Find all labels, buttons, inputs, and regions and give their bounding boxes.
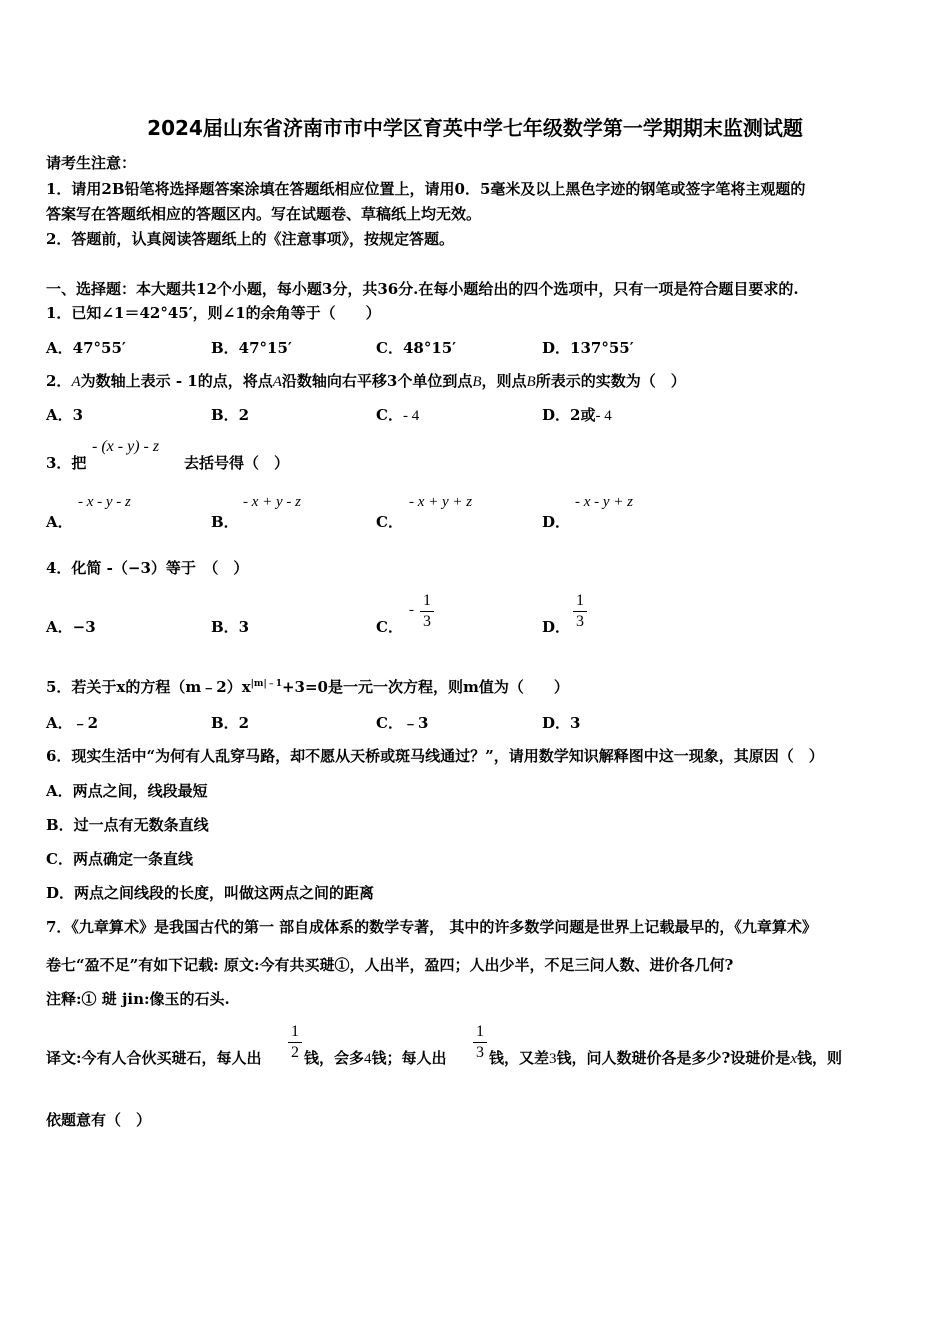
- question-2-option-a: A．3: [46, 406, 84, 424]
- question-4-option-c-fraction: 1 3: [420, 593, 434, 630]
- question-7-line-1: 7．《九章算术》是我国古代的第一 部自成体系的数学专著， 其中的许多数学问题是世界上记载最早的，《九章算术》: [46, 918, 817, 936]
- question-5-stem: 5．若关于x的方程$(m﹣2)x^{|m|﹣1}+3=0$是一元一次方程，则m值为（ ）: [46, 678, 569, 696]
- question-1-option-c: C．48°15′: [376, 339, 457, 357]
- question-6-stem: 6．现实生活中“为何有人乱穿马路，却不愿从天桥或斑马线通过？”，请用数学知识解释图中这一现象，其原因（ ）: [46, 747, 824, 765]
- section-heading: 一、选择题：本大题共12个小题，每小题3分，共36分.在每小题给出的四个选项中，只有一项是符合题目要求的.: [46, 280, 799, 298]
- question-4-option-c-sign: -: [409, 602, 414, 618]
- question-2-option-b: B．2: [211, 406, 250, 424]
- question-6-option-d: D．两点之间线段的长度，叫做这两点之间的距离: [46, 884, 375, 902]
- notice-line-2: 答案写在答题纸相应的答题区内。写在试题卷、草稿纸上均无效。: [46, 205, 482, 223]
- question-4-option-b: B．3: [211, 618, 250, 636]
- question-3-stem-pre: 3．把: [46, 454, 87, 472]
- question-3-option-d-expr: - x - y + z: [575, 494, 634, 510]
- question-4-option-d-label: D．: [542, 618, 571, 636]
- question-7-translation-a: 译文:今有人合伙买琎石，每人出: [46, 1049, 262, 1067]
- question-1-option-d: D．137°55′: [542, 339, 634, 357]
- page-title: 2024届山东省济南市市中学区育英中学七年级数学第一学期期末监测试题: [147, 116, 803, 140]
- question-7-line-2: 卷七“盈不足”有如下记载: 原文:今有共买琎①，人出半，盈四；人出少半，不足三问人数、进价各几何?: [46, 956, 734, 974]
- question-3-expression: - (x - y) - z: [92, 438, 160, 455]
- question-3-option-a-expr: - x - y - z: [78, 494, 131, 510]
- question-7-fraction-third: 1 3: [473, 1024, 487, 1061]
- question-3-option-b-label: B．: [211, 513, 239, 531]
- question-4-stem: 4．化简 -（−3）等于 （ ）: [46, 559, 249, 577]
- question-2-stem: 2．A为数轴上表示 - 1的点，将点A沿数轴向右平移3个单位到点B，则点B所表示的实数为（ ）: [46, 372, 686, 390]
- notice-line-1: 1．请用2B铅笔将选择题答案涂填在答题纸相应位置上，请用0．5毫米及以上黑色字迹的钢笔或签字笔将主观题的: [46, 180, 806, 198]
- question-6-option-c: C．两点确定一条直线: [46, 850, 193, 868]
- question-3-stem-post: 去括号得（ ）: [184, 454, 290, 472]
- question-7-translation-c: 钱，又差3钱，问人数琎价各是多少?设琎价是x钱，则: [489, 1049, 842, 1067]
- question-3-option-b-expr: - x + y - z: [243, 494, 302, 510]
- question-6-option-a: A．两点之间，线段最短: [46, 782, 208, 800]
- question-4-option-a: A．−3: [46, 618, 96, 636]
- question-3-option-d-label: D．: [542, 513, 571, 531]
- question-5-option-a: A．﹣2: [46, 714, 99, 732]
- question-3-option-c-label: C．: [376, 513, 403, 531]
- question-4-option-d-fraction: 1 3: [573, 593, 587, 630]
- question-1-stem: 1．已知∠1＝42°45′，则∠1的余角等于（ ）: [46, 304, 381, 322]
- notice-line-3: 2．答题前，认真阅读答题纸上的《注意事项》，按规定答题。: [46, 230, 454, 248]
- question-5-option-b: B．2: [211, 714, 250, 732]
- question-5-option-d: D．3: [542, 714, 581, 732]
- question-1-option-b: B．47°15′: [211, 339, 292, 357]
- question-3-option-c-expr: - x + y + z: [409, 494, 473, 510]
- question-7-note: 注释:① 琎 jin:像玉的石头.: [46, 990, 230, 1008]
- question-2-option-c: C．- 4: [376, 406, 420, 424]
- question-1-option-a: A．47°55′: [46, 339, 126, 357]
- question-2-option-d: D．2或- 4: [542, 406, 612, 424]
- question-5-option-c: C．﹣3: [376, 714, 429, 732]
- question-4-option-c-label: C．: [376, 618, 403, 636]
- question-6-option-b: B．过一点有无数条直线: [46, 816, 209, 834]
- question-7-prompt: 依题意有（ ）: [46, 1111, 152, 1129]
- notice-heading: 请考生注意：: [46, 154, 137, 172]
- question-7-fraction-half: 1 2: [288, 1024, 302, 1061]
- question-3-option-a-label: A．: [46, 513, 73, 531]
- question-7-translation-b: 钱，会多4钱；每人出: [304, 1049, 447, 1067]
